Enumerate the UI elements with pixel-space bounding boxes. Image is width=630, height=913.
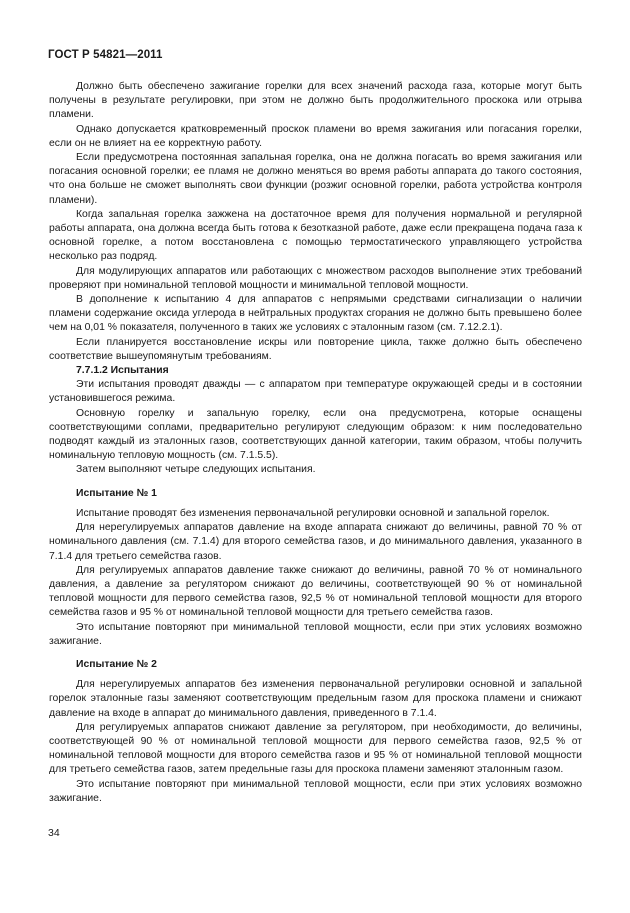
paragraph: Если предусмотрена постоянная запальная горелка, она не должна погасать во время зажигания или погасания основной горелки; ее пламя не должно меняться во время работы аппарата до такого состояния, что она больше не сможет выполнять свои функции (розжиг основной горелки, работа устройства контроля пламени).	[49, 152, 582, 206]
paragraph: Когда запальная горелка зажжена на достаточное время для получения нормальной и регулярной работы аппарата, она должна всегда быть готова к безотказной работе, даже если прекращена подача газа к основной горелке, а потом восстановлена с помощью термостатического управляющего устройства несколько раз подряд.	[49, 208, 582, 263]
paragraph: Для нерегулируемых аппаратов без изменения первоначальной регулировки основной и запальной горелок эталонные газы заменяют соответствующим предельным газом для проскока пламени и снижают давление на входе в аппарат до минимального давления, приведенного в 7.1.4.	[49, 679, 582, 719]
paragraph: В дополнение к испытанию 4 для аппаратов с непрямыми средствами сигнализации о наличии пламени содержание оксида углерода в нейтральных продуктах сгорания не должно быть превышено более чем на 0,01 % показателя, полученного в таких же условиях с эталонным газом (см. 7.12.2.1).	[49, 294, 582, 334]
test-heading: Испытание № 1	[76, 487, 157, 499]
subsection-heading: 7.7.1.2 Испытания	[76, 365, 169, 377]
test-heading: Испытание № 2	[76, 658, 157, 670]
page-number: 34	[48, 827, 60, 839]
paragraph: Это испытание повторяют при минимальной тепловой мощности, если при этих условиях возможно зажигание.	[49, 621, 582, 647]
document-header: ГОСТ Р 54821—2011	[48, 49, 163, 61]
paragraph: Эти испытания проводят дважды — с аппаратом при температуре окружающей среды и в состоянии установившегося режима.	[49, 379, 582, 405]
paragraph: Однако допускается кратковременный проскок пламени во время зажигания или погасания горелки, если он не влияет на ее корректную работу.	[49, 123, 582, 149]
document-body	[49, 80, 582, 806]
paragraph: Должно быть обеспечено зажигание горелки для всех значений расхода газа, которые могут быть получены в результате регулировки, при этом не должно быть продолжительного проскока или отрыва пламени.	[49, 81, 582, 121]
paragraph: Если планируется восстановление искры или повторение цикла, также должно быть обеспечено соответствие вышеупомянутым требованиям.	[49, 336, 582, 362]
paragraph: Затем выполняют четыре следующих испытания.	[76, 464, 316, 476]
paragraph: Основную горелку и запальную горелку, если она предусмотрена, которые оснащены соответствующими соплами, предварительно регулируют следующим образом: к ним последовательно подводят каждый из эталонных газов, соответствующих данной категории, таким образом, чтобы получить номинальную тепловую мощность (см. 7.1.5.5).	[49, 407, 582, 462]
paragraph: Для модулирующих аппаратов или работающих с множеством расходов выполнение этих требований проверяют при номинальной тепловой мощности и минимальной тепловой мощности.	[49, 265, 582, 291]
paragraph: Для регулируемых аппаратов давление также снижают до величины, равной 70 % от номинального давления, а давление за регулятором снижают до величины, соответствующей 90 % от номинальной тепловой мощности для первого семейства газов, 92,5 % от номинальной тепловой мощности для второго семейства газов и 95 % от номинальной тепловой мощности для третьего семейства газов.	[49, 564, 582, 619]
paragraph: Для регулируемых аппаратов снижают давление за регулятором, при необходимости, до величины, соответствующей 90 % от номинальной тепловой мощности для первого семейства газов, 92,5 % от номинальной тепловой мощности для второго семейства газов и 95 % от номинальной тепловой мощности для третьего семейства газов, затем предельные газы для проскока пламени заменяют эталонным газом.	[49, 721, 582, 776]
paragraph: Для нерегулируемых аппаратов давление на входе аппарата снижают до величины, равной 70 % от номинального давления (см. 7.1.4) для второго семейства газов, и до минимального давления, указанного в 7.1.4 для третьего семейства газов.	[49, 522, 582, 562]
paragraph: Это испытание повторяют при минимальной тепловой мощности, если при этих условиях возможно зажигание.	[49, 778, 582, 804]
paragraph: Испытание проводят без изменения первоначальной регулировки основной и запальной горелок.	[76, 507, 550, 519]
